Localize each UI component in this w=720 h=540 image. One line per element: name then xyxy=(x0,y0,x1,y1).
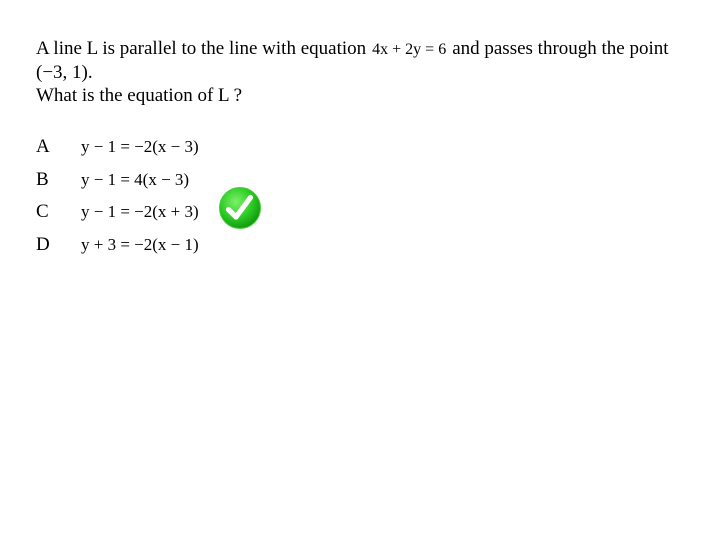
question-text xyxy=(36,37,716,107)
option-equation: y − 1 = −2(x + 3) xyxy=(81,202,199,221)
option-letter: A xyxy=(36,136,50,157)
option-equation: y − 1 = 4(x − 3) xyxy=(81,169,190,189)
question-intro-end: and passes through the point xyxy=(452,38,669,59)
option-letter: D xyxy=(36,233,50,255)
question-intro: A line L is parallel to the line with equation xyxy=(36,38,367,59)
option-d[interactable] xyxy=(36,234,436,267)
question-prompt: What is the equation of L ? xyxy=(36,85,243,106)
option-equation: y + 3 = −2(x − 1) xyxy=(81,234,199,254)
question-point: (−3, 1). xyxy=(36,62,93,83)
question-line-1 xyxy=(36,37,716,61)
option-letter: C xyxy=(36,201,49,222)
option-a[interactable] xyxy=(36,136,436,169)
green-checkmark-icon xyxy=(218,186,262,230)
given-equation: 4x + 2y = 6 xyxy=(372,41,447,58)
option-equation: y − 1 = −2(x − 3) xyxy=(81,137,199,156)
option-letter: B xyxy=(36,168,49,190)
